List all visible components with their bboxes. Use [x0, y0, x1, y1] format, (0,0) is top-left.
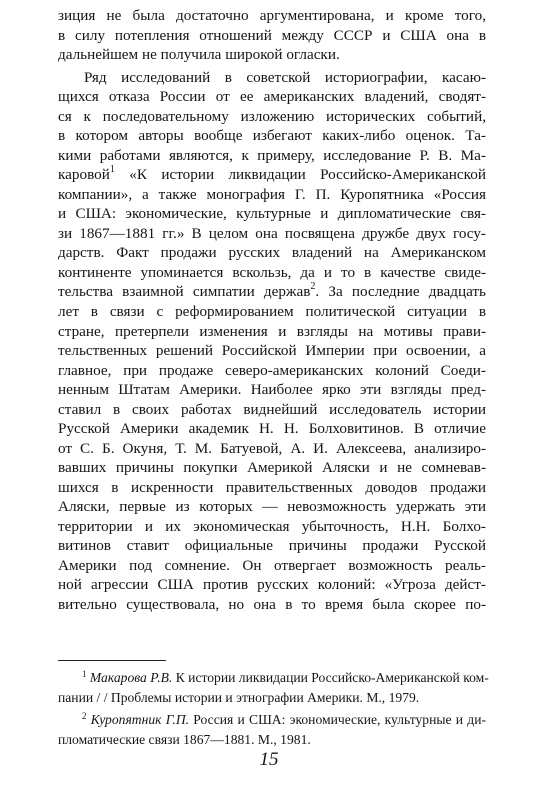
footnote-author: Макарова Р.В. — [89, 670, 173, 685]
text-line: Ряд исследований в советской историографии, касаю- — [84, 68, 486, 86]
text-line: ся к последовательному изложению исторических событий, — [58, 107, 486, 125]
text-line: от С. Б. Окуня, Т. М. Батуевой, А. И. Алексеева, анализиро- — [58, 439, 486, 457]
text-line: вительно существовала, но она в то время была скорее по- — [58, 595, 486, 613]
footnote-mark: 2 — [82, 711, 87, 721]
text-line: лет в связи с реформированием политической ситуации в — [58, 303, 486, 320]
text-line: в котором авторы вообще избегают каких-либо оценок. Та- — [58, 127, 486, 145]
footnote-2-continued: пломатические связи 1867—1881. М., 1981. — [58, 732, 311, 747]
text-fragment: «К истории ликвидации Российско-Американской — [129, 166, 486, 184]
text-line: ной агрессии США против русских колоний: «Угроза дейст- — [58, 576, 486, 594]
text-line: и США: экономические, культурные и дипломатические свя- — [58, 205, 486, 223]
text-line: тельственных решений Российской Империи при освоении, а — [58, 342, 486, 359]
text-line: дарств. Факт продажи русских владений на Американском — [58, 244, 486, 262]
footnote-ref-2: 2 — [310, 281, 316, 293]
text-line: вавших причины покупки Америкой Аляски и не сомневав- — [58, 459, 486, 477]
text-line: витинов ставит официальные причины продажи Русской — [58, 537, 486, 555]
text-line: кими работами являются, к примеру, исследование Р. В. Ма- — [58, 146, 486, 164]
text-line: щихся отказа России от ее американских владений, сводят- — [58, 88, 486, 106]
text-line: зи 1867—1881 гг.» В целом она посвящена дружбе двух госу- — [58, 224, 486, 242]
text-line: Америки под сомнение. Он отвергает возможность реаль- — [58, 556, 486, 574]
text-line: ставил в своих работах виднейший исследователь истории — [58, 400, 486, 418]
text-fragment: тельства взаимной симпатии держав — [58, 283, 311, 301]
text-line: стране, претерпели изменения и взгляды на мотивы прави- — [58, 322, 486, 340]
text-fragment: каровой — [58, 166, 110, 184]
text-line: зиция не была достаточно аргументирована, и кроме того, — [58, 7, 486, 24]
text-fragment: . За последние двадцать — [315, 283, 486, 301]
footnote-separator — [58, 660, 166, 661]
text-line: компании», а также монография Г. П. Куропятника «Россия — [58, 185, 486, 203]
text-line: континенте упоминается вскользь, да и то в качестве свиде- — [58, 263, 486, 281]
footnote-mark: 1 — [82, 669, 87, 679]
footnote-ref-1: 1 — [109, 164, 115, 176]
page-number: 15 — [259, 749, 279, 770]
footnote-1 — [82, 668, 489, 688]
text-line: Русской Америки академик Н. Н. Болховитинов. В отличие — [58, 420, 486, 438]
footnote-author: Куропятник Г.П. — [90, 712, 190, 727]
text-line: главное, при продаже северо-американских колоний Соеди- — [58, 361, 486, 379]
footnote-text: Россия и США: экономические, культурные и ди- — [193, 712, 486, 727]
text-line: Аляски, первые из которых — невозможность удержать эти — [58, 498, 486, 516]
text-line: шихся в искренности правительственных доводов продажи — [58, 478, 486, 496]
text-line — [58, 165, 486, 185]
footnote-text: К истории ликвидации Российско-Американской ком- — [175, 670, 489, 685]
text-line — [58, 282, 486, 302]
text-line: в силу потепления отношений между СССР и США она в — [58, 26, 486, 44]
text-line: ненным Штатам Америки. Наиболее ярко эти взгляды пред- — [58, 381, 486, 399]
footnote-1-continued: пании / / Проблемы истории и этнографии Америки. М., 1979. — [58, 690, 420, 705]
text-line: территории и их экономическая убыточность, Н.Н. Болхо- — [58, 517, 486, 535]
text-line: дальнейшем не получила широкой огласки. — [58, 46, 340, 64]
footnote-2 — [82, 710, 486, 730]
